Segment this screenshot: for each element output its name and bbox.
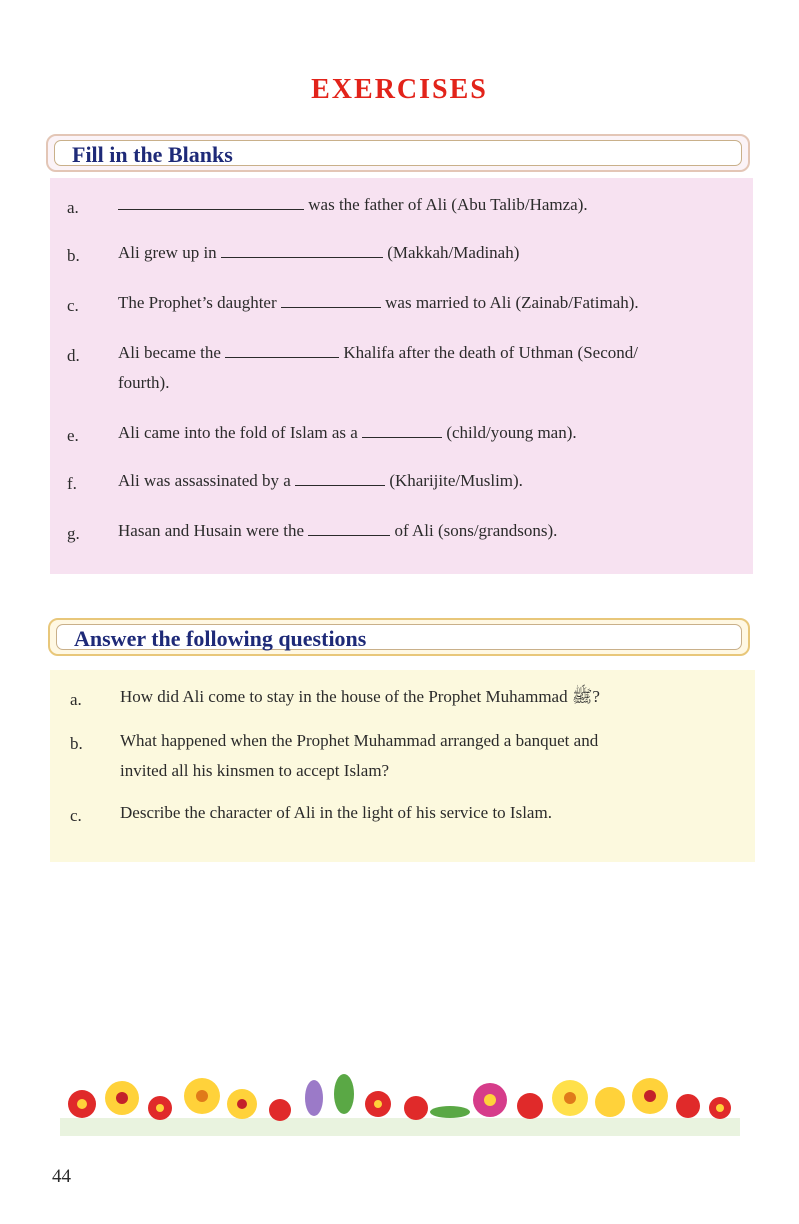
list-item	[118, 190, 588, 220]
list-item	[118, 288, 639, 318]
item-letter: c.	[70, 806, 82, 825]
page-title: EXERCISES	[311, 74, 488, 105]
questions-title: Answer the following questions	[74, 626, 367, 651]
item-text-after: of Ali (sons/grandsons).	[394, 521, 558, 540]
item-letter: d.	[67, 346, 80, 365]
item-letter: b.	[67, 246, 80, 265]
questions-header	[48, 618, 750, 656]
item-text-before: Ali became the	[118, 343, 221, 362]
item-text-before: The Prophet’s daughter	[118, 293, 277, 312]
item-letter: b.	[70, 734, 83, 753]
item-text-before: Hasan and Husain were the	[118, 521, 304, 540]
item-text-before: Ali came into the fold of Islam as a	[118, 423, 358, 442]
flowers-icon	[68, 1074, 731, 1121]
answer-blank	[281, 293, 381, 308]
answer-blank	[295, 471, 385, 486]
item-letter: f.	[67, 474, 77, 493]
fill-in-blanks-title: Fill in the Blanks	[72, 142, 233, 167]
flower-border-illustration	[60, 1068, 740, 1140]
item-text-after: (Makkah/Madinah)	[387, 243, 520, 262]
fill-in-blanks-header	[46, 134, 750, 172]
question-text: How did Ali come to stay in the house of the Prophet Muhammad ﷺ?	[120, 687, 600, 706]
item-letter: e.	[67, 426, 79, 445]
answer-blank	[221, 243, 383, 258]
grass-strip	[60, 1118, 740, 1136]
item-text-before: Ali grew up in	[118, 243, 217, 262]
answer-blank	[118, 195, 304, 210]
item-text-after: was the father of Ali (Abu Talib/Hamza).	[308, 195, 588, 214]
item-letter: a.	[70, 690, 82, 709]
item-continuation: fourth).	[118, 373, 170, 392]
question-text: Describe the character of Ali in the light of his service to Islam.	[120, 803, 552, 822]
answer-blank	[225, 343, 339, 358]
item-text-before: Ali was assassinated by a	[118, 471, 291, 490]
list-item	[118, 516, 557, 546]
item-letter: c.	[67, 296, 79, 315]
item-letter: g.	[67, 524, 80, 543]
answer-blank	[308, 521, 390, 536]
item-letter: a.	[67, 198, 79, 217]
item-text-after: (child/young man).	[446, 423, 577, 442]
item-text-after: Khalifa after the death of Uthman (Second/	[343, 343, 638, 362]
page-number: 44	[52, 1166, 71, 1187]
question-text: What happened when the Prophet Muhammad arranged a banquet and	[120, 731, 599, 750]
list-item	[118, 338, 638, 368]
list-item	[118, 466, 523, 496]
item-text-after: (Kharijite/Muslim).	[389, 471, 523, 490]
item-text-after: was married to Ali (Zainab/Fatimah).	[385, 293, 639, 312]
question-continuation: invited all his kinsmen to accept Islam?	[120, 761, 390, 780]
list-item	[118, 238, 519, 268]
list-item	[118, 418, 577, 448]
answer-blank	[362, 423, 442, 438]
